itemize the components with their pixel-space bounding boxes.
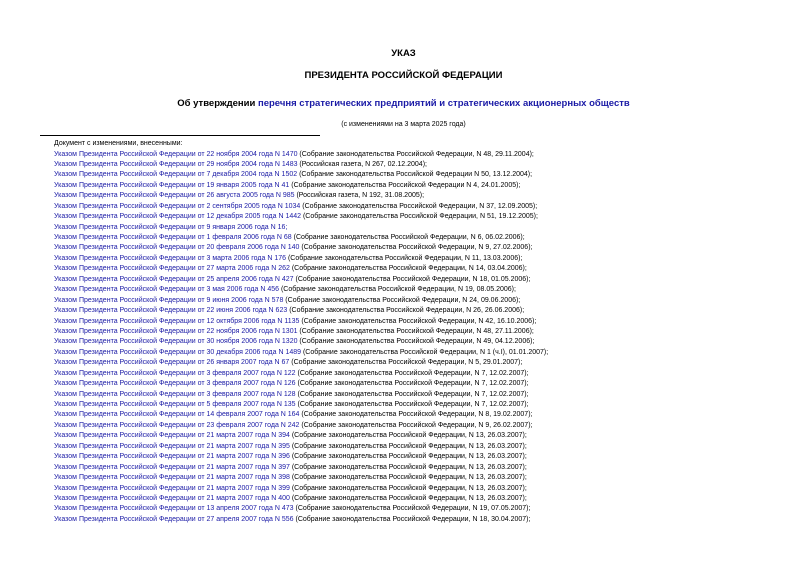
list-item bbox=[54, 191, 548, 201]
list-item bbox=[54, 431, 548, 441]
doc-intro: Документ с изменениями, внесенными: bbox=[54, 140, 183, 147]
amendments-list bbox=[54, 150, 548, 526]
list-item bbox=[54, 212, 548, 222]
amendment-source: (Собрание законодательства Российской Федерации, N 49, 04.12.2006); bbox=[297, 338, 535, 346]
amendment-source: (Собрание законодательства Российской Федерации, N 7, 12.02.2007); bbox=[295, 380, 529, 388]
amendment-link[interactable]: Указом Президента Российской Федерации от 22 ноября 2004 года N 1470 bbox=[54, 150, 298, 158]
amendment-source: (Собрание законодательства Российской Федерации, N 13, 26.03.2007); bbox=[289, 494, 527, 502]
amendment-link[interactable]: Указом Президента Российской Федерации от 5 февраля 2007 года N 135 bbox=[54, 401, 296, 408]
list-item bbox=[54, 275, 548, 285]
amendment-link[interactable]: Указом Президента Российской Федерации от 27 марта 2006 года N 262 bbox=[54, 265, 290, 273]
separator-line bbox=[40, 135, 320, 136]
amendment-link[interactable]: Указом Президента Российской Федерации от 22 июня 2006 года N 623 bbox=[54, 307, 288, 315]
amendment-link[interactable]: Указом Президента Российской Федерации от 3 февраля 2007 года N 122 bbox=[54, 369, 296, 377]
amendment-source: (Собрание законодательства Российской Федерации, N 13, 26.03.2007); bbox=[289, 453, 527, 461]
amendment-link[interactable]: Указом Президента Российской Федерации от 3 февраля 2007 года N 128 bbox=[54, 390, 296, 398]
list-item bbox=[54, 494, 548, 504]
amendment-source: (Собрание законодательства Российской Федерации, N 24, 09.06.2006); bbox=[283, 296, 521, 304]
list-item bbox=[54, 150, 548, 160]
amendment-link[interactable]: Указом Президента Российской Федерации от 12 декабря 2005 года N 1442 bbox=[54, 213, 302, 221]
list-item bbox=[54, 254, 548, 264]
list-item bbox=[54, 233, 548, 243]
amendment-link[interactable]: Указом Президента Российской Федерации от 26 августа 2005 года N 985 bbox=[54, 192, 295, 200]
list-item bbox=[54, 317, 548, 327]
list-item bbox=[54, 327, 548, 337]
list-item bbox=[54, 348, 548, 358]
list-item bbox=[54, 484, 548, 494]
amendment-link[interactable]: Указом Президента Российской Федерации от 22 ноября 2006 года N 1301 bbox=[54, 327, 298, 335]
amendment-source: (Собрание законодательства Российской Федерации, N 48, 27.11.2006); bbox=[297, 327, 534, 335]
amended-note: (с изменениями на 3 марта 2025 года) bbox=[341, 121, 466, 128]
amendment-link[interactable]: Указом Президента Российской Федерации от 20 февраля 2006 года N 140 bbox=[54, 244, 300, 252]
amendment-link[interactable]: Указом Президента Российской Федерации от 19 января 2005 года N 41 bbox=[54, 181, 290, 189]
amendment-source: (Собрание законодательства Российской Федерации, N 13, 26.03.2007); bbox=[289, 432, 527, 440]
amendment-link[interactable]: Указом Президента Российской Федерации от 7 декабря 2004 года N 1502 bbox=[54, 171, 298, 179]
amendment-link[interactable]: Указом Президента Российской Федерации от 2 сентября 2005 года N 1034 bbox=[54, 202, 301, 210]
amendment-source: (Собрание законодательства Российской Федерации, N 42, 16.10.2006); bbox=[299, 317, 537, 325]
amendment-source: (Собрание законодательства Российской Федерации, N 6, 06.02.2006); bbox=[291, 234, 525, 241]
list-item bbox=[54, 369, 548, 379]
list-item bbox=[54, 442, 548, 452]
amendment-source: (Собрание законодательства Российской Федерации, N 51, 19.12.2005); bbox=[301, 213, 538, 221]
list-item bbox=[54, 473, 548, 483]
decree-prefix: Об утверждении bbox=[177, 98, 258, 109]
amendment-link[interactable]: Указом Президента Российской Федерации от 13 апреля 2007 года N 473 bbox=[54, 505, 294, 513]
amendment-source: (Собрание законодательства Российской Федерации, N 13, 26.03.2007); bbox=[289, 463, 527, 471]
list-item bbox=[54, 160, 548, 170]
amendment-source: (Собрание законодательства Российской Федерации, N 9, 26.02.2007); bbox=[299, 421, 533, 429]
amendment-source: (Собрание законодательства Российской Федерации N 50, 13.12.2004); bbox=[297, 171, 533, 179]
amendment-source: (Собрание законодательства Российской Федерации, N 13, 26.03.2007); bbox=[289, 484, 527, 492]
amendment-source: (Собрание законодательства Российской Федерации, N 19, 07.05.2007); bbox=[293, 505, 531, 513]
amendment-link[interactable]: Указом Президента Российской Федерации от 27 апреля 2007 года N 556 bbox=[54, 515, 294, 523]
amendment-source: (Собрание законодательства Российской Федерации, N 48, 29.11.2004); bbox=[297, 150, 534, 158]
amendment-link[interactable]: Указом Президента Российской Федерации от 12 октября 2006 года N 1135 bbox=[54, 317, 300, 325]
list-item bbox=[54, 358, 548, 368]
amendment-source: (Собрание законодательства Российской Федерации, N 5, 29.01.2007); bbox=[289, 359, 523, 367]
list-item bbox=[54, 515, 548, 525]
list-item bbox=[54, 181, 548, 191]
amendment-link[interactable]: Указом Президента Российской Федерации от 21 марта 2007 года N 399 bbox=[54, 484, 290, 492]
amendment-link[interactable]: Указом Президента Российской Федерации от 9 января 2006 года N 16; bbox=[54, 223, 288, 231]
amendment-source: (Собрание законодательства Российской Федерации, N 19, 08.05.2006); bbox=[279, 286, 516, 294]
amendment-source: (Собрание законодательства Российской Федерации, N 8, 19.02.2007); bbox=[299, 411, 533, 419]
amendment-link[interactable]: Указом Президента Российской Федерации от 23 февраля 2007 года N 242 bbox=[54, 421, 300, 429]
amendment-source: (Российская газета, N 267, 02.12.2004); bbox=[297, 160, 427, 168]
list-item bbox=[54, 452, 548, 462]
list-item bbox=[54, 264, 548, 274]
amendment-source: (Собрание законодательства Российской Федерации, N 18, 01.05.2006); bbox=[293, 275, 531, 283]
doc-title: УКАЗ bbox=[391, 48, 416, 59]
amendment-source: (Собрание законодательства Российской Федерации, N 14, 03.04.2006); bbox=[289, 265, 527, 273]
list-item bbox=[54, 400, 548, 410]
list-item bbox=[54, 296, 548, 306]
amendment-link[interactable]: Указом Президента Российской Федерации от 30 ноября 2006 года N 1320 bbox=[54, 338, 298, 346]
list-item bbox=[54, 504, 548, 514]
amendment-link[interactable]: Указом Президента Российской Федерации от 1 февраля 2006 года N 68 bbox=[54, 234, 292, 241]
amendment-link[interactable]: Указом Президента Российской Федерации от 3 февраля 2007 года N 126 bbox=[54, 380, 296, 388]
amendment-link[interactable]: Указом Президента Российской Федерации от 21 марта 2007 года N 398 bbox=[54, 474, 290, 482]
amendment-link[interactable]: Указом Президента Российской Федерации от 21 марта 2007 года N 400 bbox=[54, 494, 290, 502]
amendment-link[interactable]: Указом Президента Российской Федерации от 21 марта 2007 года N 395 bbox=[54, 442, 290, 450]
decree-link[interactable]: перечня стратегических предприятий и стратегических акционерных обществ bbox=[257, 98, 630, 109]
list-item bbox=[54, 463, 548, 473]
amendment-source: (Российская газета, N 192, 31.08.2005); bbox=[294, 192, 425, 200]
list-item bbox=[54, 390, 548, 400]
amendment-source: (Собрание законодательства Российской Федерации, N 1 (ч.I), 01.01.2007); bbox=[301, 348, 549, 356]
amendment-link[interactable]: Указом Президента Российской Федерации от 14 февраля 2007 года N 164 bbox=[54, 411, 300, 419]
amendment-source: (Собрание законодательства Российской Федерации, N 9, 27.02.2006); bbox=[299, 244, 533, 252]
list-item bbox=[54, 243, 548, 253]
amendment-link[interactable]: Указом Президента Российской Федерации от 9 июня 2006 года N 578 bbox=[54, 296, 284, 304]
amendment-source: (Собрание законодательства Российской Федерации, N 13, 26.03.2007); bbox=[289, 474, 527, 482]
amendment-source: (Собрание законодательства Российской Федерации, N 7, 12.02.2007); bbox=[295, 369, 529, 377]
amendment-link[interactable]: Указом Президента Российской Федерации от 29 ноября 2004 года N 1483 bbox=[54, 160, 298, 168]
decree-heading bbox=[0, 98, 807, 109]
amendment-link[interactable]: Указом Президента Российской Федерации от 30 декабря 2006 года N 1489 bbox=[54, 348, 302, 356]
amendment-link[interactable]: Указом Президента Российской Федерации от 3 мая 2006 года N 456 bbox=[54, 286, 280, 294]
amendment-link[interactable]: Указом Президента Российской Федерации от 26 января 2007 года N 67 bbox=[54, 359, 290, 367]
amendment-source: (Собрание законодательства Российской Федерации N 4, 24.01.2005); bbox=[289, 181, 521, 189]
amendment-source: (Собрание законодательства Российской Федерации, N 18, 30.04.2007); bbox=[293, 515, 531, 523]
amendment-source: (Собрание законодательства Российской Федерации, N 7, 12.02.2007); bbox=[295, 390, 529, 398]
amendment-link[interactable]: Указом Президента Российской Федерации от 21 марта 2007 года N 396 bbox=[54, 453, 290, 461]
amendment-source: (Собрание законодательства Российской Федерации, N 7, 12.02.2007); bbox=[295, 401, 529, 408]
doc-subtitle: ПРЕЗИДЕНТА РОССИЙСКОЙ ФЕДЕРАЦИИ bbox=[304, 70, 503, 81]
amendment-source: (Собрание законодательства Российской Федерации, N 37, 12.09.2005); bbox=[300, 202, 538, 210]
list-item bbox=[54, 306, 548, 316]
amendment-link[interactable]: Указом Президента Российской Федерации от 3 марта 2006 года N 176 bbox=[54, 254, 286, 262]
list-item bbox=[54, 337, 548, 347]
amendment-source: (Собрание законодательства Российской Федерации, N 11, 13.03.2006); bbox=[286, 254, 523, 262]
amendment-source: (Собрание законодательства Российской Федерации, N 26, 26.06.2006); bbox=[287, 307, 525, 315]
list-item bbox=[54, 379, 548, 389]
list-item bbox=[54, 170, 548, 180]
amendment-link[interactable]: Указом Президента Российской Федерации от 21 марта 2007 года N 397 bbox=[54, 463, 290, 471]
amendment-source: (Собрание законодательства Российской Федерации, N 13, 26.03.2007); bbox=[289, 442, 527, 450]
list-item bbox=[54, 202, 548, 212]
list-item bbox=[54, 410, 548, 420]
amendment-link[interactable]: Указом Президента Российской Федерации от 21 марта 2007 года N 394 bbox=[54, 432, 290, 440]
amendment-link[interactable]: Указом Президента Российской Федерации от 25 апреля 2006 года N 427 bbox=[54, 275, 294, 283]
list-item bbox=[54, 285, 548, 295]
list-item bbox=[54, 223, 548, 233]
list-item bbox=[54, 421, 548, 431]
